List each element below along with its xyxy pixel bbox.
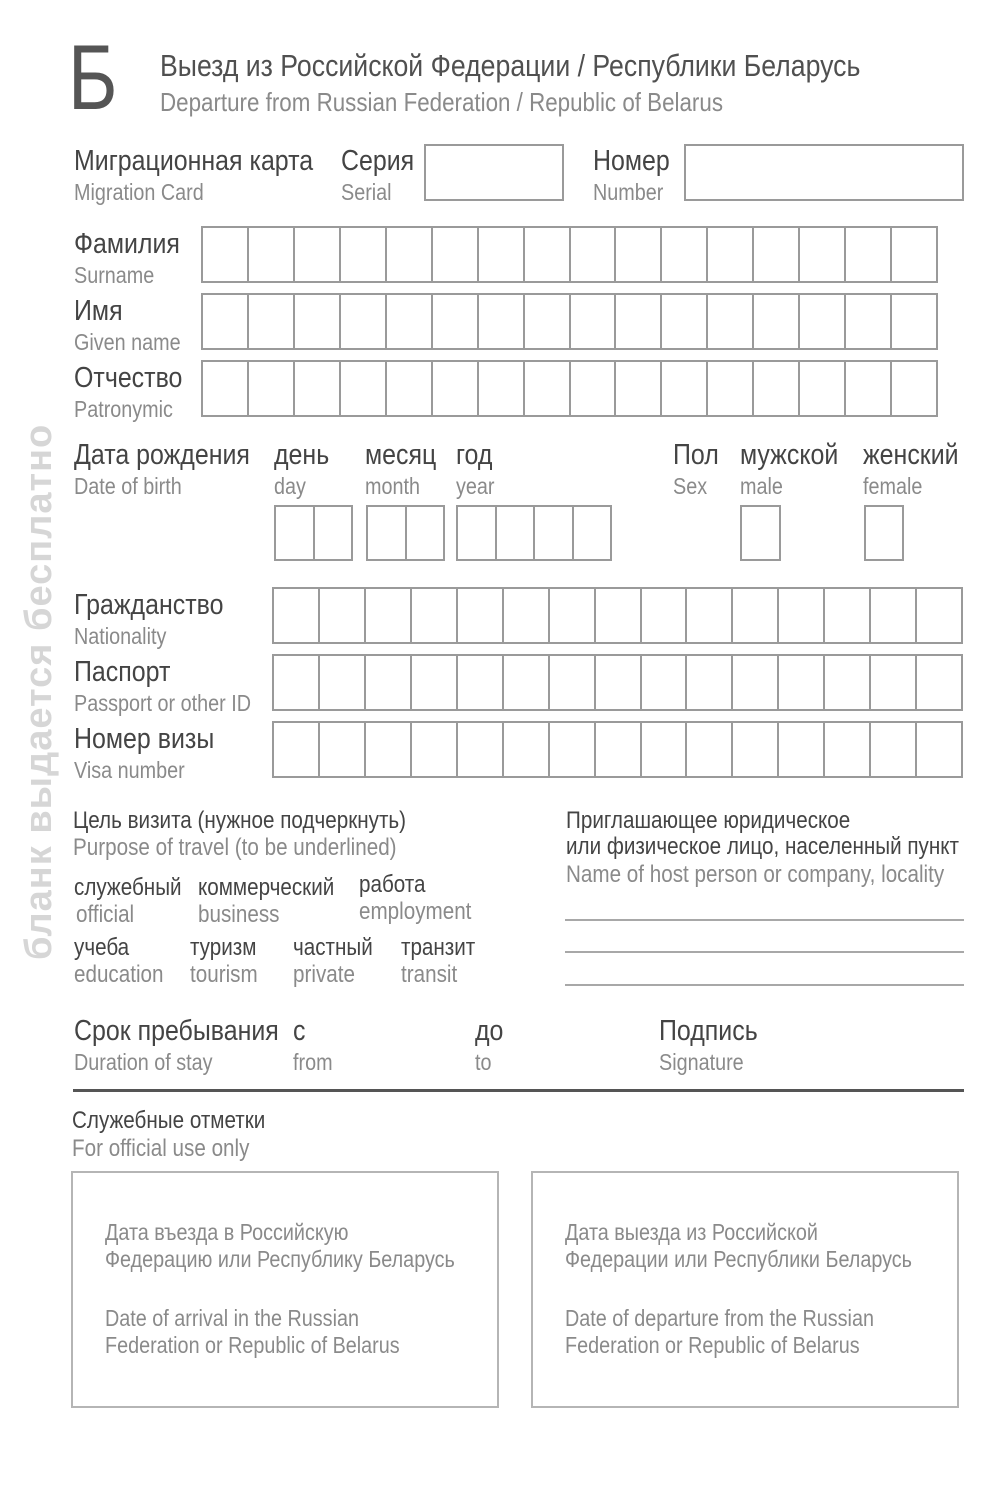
char-cell[interactable] [339,362,385,415]
char-cell[interactable] [502,656,548,709]
passport-label-ru: Паспорт [74,656,171,688]
female-label-ru: женский [863,439,959,471]
char-cell[interactable] [614,295,660,348]
page-title-en: Departure from Russian Federation / Republic of Belarus [160,87,724,117]
char-cell[interactable] [458,507,495,559]
stay-to-label-ru: до [475,1015,504,1047]
departure-date-box[interactable] [531,1171,959,1408]
visa-number-label-en: Visa number [74,757,185,783]
char-cell[interactable] [385,295,431,348]
day-label-ru: день [274,439,330,471]
passport-label-en: Passport or other ID [74,690,251,716]
stay-label-ru: Срок пребывания [74,1015,279,1047]
char-cell[interactable] [915,589,961,642]
stay-signature-line[interactable] [73,1089,964,1092]
char-cell[interactable] [844,295,890,348]
char-cell[interactable] [844,362,890,415]
visa-number-label-ru: Номер визы [74,723,215,755]
char-cell[interactable] [523,228,569,281]
arrival-label-ru-line2: Федерацию или Республику Беларусь [105,1246,455,1272]
char-cell[interactable] [640,656,686,709]
char-cell[interactable] [890,295,936,348]
purpose-option-education[interactable] [74,935,178,989]
purpose-option-ru: учеба [74,934,130,961]
char-cell[interactable] [293,295,339,348]
char-cell[interactable] [777,589,823,642]
purpose-option-en: transit [401,961,458,988]
host-line-1[interactable] [565,919,964,921]
signature-label-en: Signature [659,1049,744,1075]
char-cell[interactable] [823,656,869,709]
purpose-option-employment[interactable] [359,872,490,926]
departure-label-ru-line1: Дата выезда из Российской [565,1219,818,1245]
char-cell[interactable] [477,295,523,348]
char-cell[interactable] [247,228,293,281]
purpose-option-en: employment [359,898,472,925]
stay-from-label-ru: с [293,1015,306,1047]
purpose-option-ru: работа [359,871,426,898]
char-cell[interactable] [569,295,615,348]
char-cell[interactable] [523,295,569,348]
birth-label-ru: Дата рождения [74,439,250,471]
char-cell[interactable] [456,723,502,776]
char-cell[interactable] [798,362,844,415]
char-cell[interactable] [385,362,431,415]
char-cell[interactable] [685,656,731,709]
departure-label-en-line1: Date of departure from the Russian [565,1305,874,1331]
patronymic-field[interactable] [201,360,938,417]
char-cell[interactable] [731,723,777,776]
char-cell[interactable] [798,228,844,281]
purpose-label-ru: Цель визита (нужное подчеркнуть) [73,807,407,834]
surname-label-ru: Фамилия [74,228,180,260]
char-cell[interactable] [368,507,405,559]
char-cell[interactable] [339,295,385,348]
official-label-en: For official use only [72,1135,250,1162]
purpose-option-en: private [293,961,355,988]
surname-field[interactable] [201,226,938,283]
passport-field[interactable] [272,654,963,711]
char-cell[interactable] [410,589,456,642]
char-cell[interactable] [502,723,548,776]
purpose-option-ru: транзит [401,934,476,961]
char-cell[interactable] [274,589,318,642]
char-cell[interactable] [869,656,915,709]
char-cell[interactable] [276,507,313,559]
char-cell[interactable] [203,295,247,348]
patronymic-label-en: Patronymic [74,396,173,422]
char-cell[interactable] [293,362,339,415]
number-label-en: Number [593,179,664,205]
char-cell[interactable] [569,362,615,415]
stay-from-label-en: from [293,1049,333,1075]
char-cell[interactable] [247,362,293,415]
char-cell[interactable] [523,362,569,415]
birth-day-field[interactable] [274,505,353,561]
purpose-option-tourism[interactable] [190,935,269,989]
day-label-en: day [274,473,306,499]
host-line-3[interactable] [565,984,964,986]
char-cell[interactable] [431,295,477,348]
char-cell[interactable] [274,656,318,709]
visa-number-field[interactable] [272,721,963,778]
char-cell[interactable] [203,362,247,415]
sex-label-ru: Пол [673,439,719,471]
nationality-label-en: Nationality [74,623,167,649]
char-cell[interactable] [364,589,410,642]
male-checkbox[interactable] [740,505,781,561]
char-cell[interactable] [594,723,640,776]
char-cell[interactable] [890,362,936,415]
char-cell[interactable] [385,228,431,281]
char-cell[interactable] [706,295,752,348]
year-label-en: year [456,473,495,499]
nationality-field[interactable] [272,587,963,644]
page-title-ru: Выезд из Российской Федерации / Республики Беларусь [160,48,861,83]
purpose-option-ru: служебный [74,874,182,901]
sex-label-en: Sex [673,473,708,499]
char-cell[interactable] [890,228,936,281]
char-cell[interactable] [410,723,456,776]
char-cell[interactable] [569,228,615,281]
char-cell[interactable] [915,656,961,709]
given-name-label-ru: Имя [74,295,123,327]
departure-label-ru-line2: Федерации или Республики Беларусь [565,1246,912,1272]
char-cell[interactable] [572,507,611,559]
purpose-option-ru: туризм [190,934,257,961]
departure-label-en-line2: Federation or Republic of Belarus [565,1332,860,1358]
char-cell[interactable] [706,362,752,415]
char-cell[interactable] [410,656,456,709]
char-cell[interactable] [752,362,798,415]
given-name-label-en: Given name [74,329,181,355]
patronymic-label-ru: Отчество [74,362,183,394]
char-cell[interactable] [706,228,752,281]
arrival-label-ru-line1: Дата въезда в Российскую [105,1219,349,1245]
purpose-option-en: official [76,901,135,928]
char-cell[interactable] [752,295,798,348]
char-cell[interactable] [477,228,523,281]
purpose-option-en: education [74,961,164,988]
char-cell[interactable] [823,589,869,642]
char-cell[interactable] [247,295,293,348]
free-form-watermark: бланк выдается бесплатно [18,423,60,960]
char-cell[interactable] [752,228,798,281]
female-label-en: female [863,473,923,499]
char-cell[interactable] [777,723,823,776]
char-cell[interactable] [548,723,594,776]
month-label-ru: месяц [365,439,437,471]
char-cell[interactable] [203,228,247,281]
char-cell[interactable] [477,362,523,415]
number-field[interactable] [684,144,964,201]
char-cell[interactable] [364,656,410,709]
char-cell[interactable] [594,656,640,709]
given-name-field[interactable] [201,293,938,350]
char-cell[interactable] [685,589,731,642]
char-cell[interactable] [594,589,640,642]
char-cell[interactable] [660,295,706,348]
purpose-option-en: tourism [190,961,258,988]
purpose-option-ru: частный [293,934,373,961]
char-cell[interactable] [318,723,364,776]
char-cell[interactable] [339,228,385,281]
purpose-label-en: Purpose of travel (to be underlined) [73,834,397,861]
char-cell[interactable] [274,723,318,776]
purpose-option-en: business [198,901,280,928]
char-cell[interactable] [798,295,844,348]
serial-label-ru: Серия [341,145,415,177]
char-cell[interactable] [640,589,686,642]
char-cell[interactable] [318,656,364,709]
male-label-en: male [740,473,783,499]
stay-to-label-en: to [475,1049,492,1075]
char-cell[interactable] [731,589,777,642]
female-checkbox[interactable] [864,505,904,561]
arrival-label-en-line2: Federation or Republic of Belarus [105,1332,400,1358]
birth-month-field[interactable] [366,505,445,561]
char-cell[interactable] [660,362,706,415]
serial-field[interactable] [424,144,564,201]
migration-card-label-en: Migration Card [74,179,204,205]
char-cell[interactable] [777,656,823,709]
month-label-en: month [365,473,420,499]
char-cell[interactable] [431,362,477,415]
host-label-ru-line2: или физическое лицо, населенный пункт [566,833,959,860]
char-cell[interactable] [614,362,660,415]
char-cell[interactable] [614,228,660,281]
char-cell[interactable] [548,589,594,642]
arrival-label-en-line1: Date of arrival in the Russian [105,1305,359,1331]
char-cell[interactable] [660,228,706,281]
year-label-ru: год [456,439,493,471]
host-label-ru-line1: Приглашающее юридическое [566,807,851,834]
host-line-2[interactable] [565,951,964,953]
arrival-date-box[interactable] [71,1171,499,1408]
char-cell[interactable] [318,589,364,642]
surname-label-en: Surname [74,262,155,288]
char-cell[interactable] [502,589,548,642]
char-cell[interactable] [844,228,890,281]
char-cell[interactable] [456,656,502,709]
signature-label-ru: Подпись [659,1015,758,1047]
char-cell[interactable] [405,507,444,559]
host-label-en: Name of host person or company, locality [566,861,945,888]
char-cell[interactable] [456,589,502,642]
char-cell[interactable] [313,507,352,559]
char-cell[interactable] [548,656,594,709]
purpose-option-ru: коммерческий [198,874,335,901]
migration-card-label-ru: Миграционная карта [74,145,314,177]
birth-year-field[interactable] [456,505,612,561]
purpose-option-business[interactable] [198,875,356,929]
stay-label-en: Duration of stay [74,1049,213,1075]
nationality-label-ru: Гражданство [74,589,224,621]
char-cell[interactable] [495,507,534,559]
purpose-option-transit[interactable] [401,935,487,989]
birth-label-en: Date of birth [74,473,182,499]
char-cell[interactable] [823,723,869,776]
char-cell[interactable] [915,723,961,776]
char-cell[interactable] [364,723,410,776]
serial-label-en: Serial [341,179,392,205]
char-cell[interactable] [431,228,477,281]
form-letter: Б [68,27,118,129]
char-cell[interactable] [685,723,731,776]
char-cell[interactable] [533,507,572,559]
char-cell[interactable] [869,589,915,642]
purpose-option-official[interactable] [74,875,199,929]
char-cell[interactable] [293,228,339,281]
char-cell[interactable] [731,656,777,709]
number-label-ru: Номер [593,145,670,177]
char-cell[interactable] [640,723,686,776]
male-label-ru: мужской [740,439,839,471]
char-cell[interactable] [869,723,915,776]
purpose-option-private[interactable] [293,935,386,989]
official-label-ru: Служебные отметки [72,1107,266,1134]
